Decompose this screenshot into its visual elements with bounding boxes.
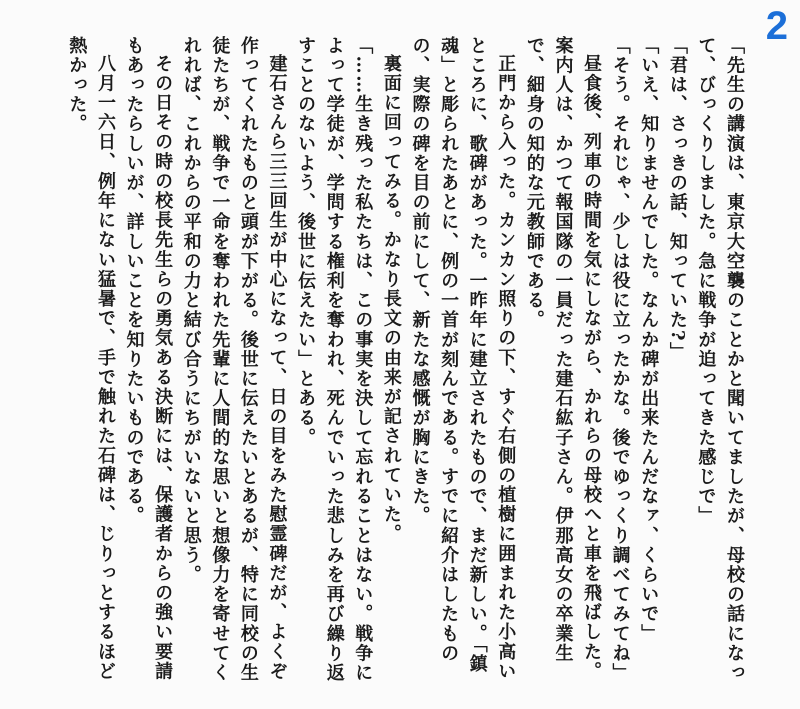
paragraph-2: 「君は、さっきの話、知っていた?」	[666, 36, 688, 362]
paragraph-7: 裏面に回ってみる。かなり長文の由来が記されていた。	[380, 54, 402, 544]
paragraph-9: 建石さんら三三回生が中心になって、日の目をみた慰霊碑だが、よくぞ作ってくれたものと頭が下がる。後世に伝えたいとあるが、特に同校の生徒たちが、戦争で一命を奪われた先輩に人間的な思いと想像力を寄せてくれれば、これからの平和の力と結び合うにちがいないと思う。	[180, 36, 288, 683]
paragraph-4: 「そう。それじゃ、少しは役に立ったかな。後でゆっくり調べてみてね」	[609, 36, 631, 683]
paragraph-3: 「いえ、知りませんでした。なんか碑が出来たんだなァ、くらいで」	[638, 36, 660, 644]
vertical-text-body	[62, 36, 748, 686]
paragraph-10: その日その時の校長先生らの勇気ある決断には、保護者からの強い要請もあったらしいが、詳しいことを知りたいものである。	[123, 36, 174, 682]
paragraph-5: 昼食後、列車の時間を気にしながら、かれらの母校へと車を飛ばした。案内人は、かつて報国隊の一員だった建石紘子さん。伊那高女の卒業生で、細身の知的な元教師である。	[523, 36, 603, 682]
paragraph-8: 「……生き残った私たちは、この事実を決して忘れることはない。戦争によって学徒が、学問する権利を奪われ、死んでいった悲しみを再び繰り返すことのないよう、後世に伝えたい」とある。	[295, 36, 374, 683]
paragraph-1: 「先生の講演は、東京大空襲のことかと聞いてましたが、母校の話になって、びっくりしました。急に戦争が迫ってきた感じで」	[695, 36, 745, 683]
paragraph-6: 正門から入った。カンカン照りの下、すぐ右側の植樹に囲まれた小高いところに、歌碑があった。一昨年に建立されたもので、まだ新しい。「鎮魂」と彫られたあとに、例の一首が刻んである。すでに紹介はしたものの、実際の碑を目の前にして、新たな感慨が胸にきた。	[409, 36, 517, 682]
paragraph-11: 八月一六日、例年にない猛暑で、手で触れた石碑は、じりっとするほど熱かった。	[66, 36, 116, 682]
page-number: 2	[765, 4, 788, 48]
